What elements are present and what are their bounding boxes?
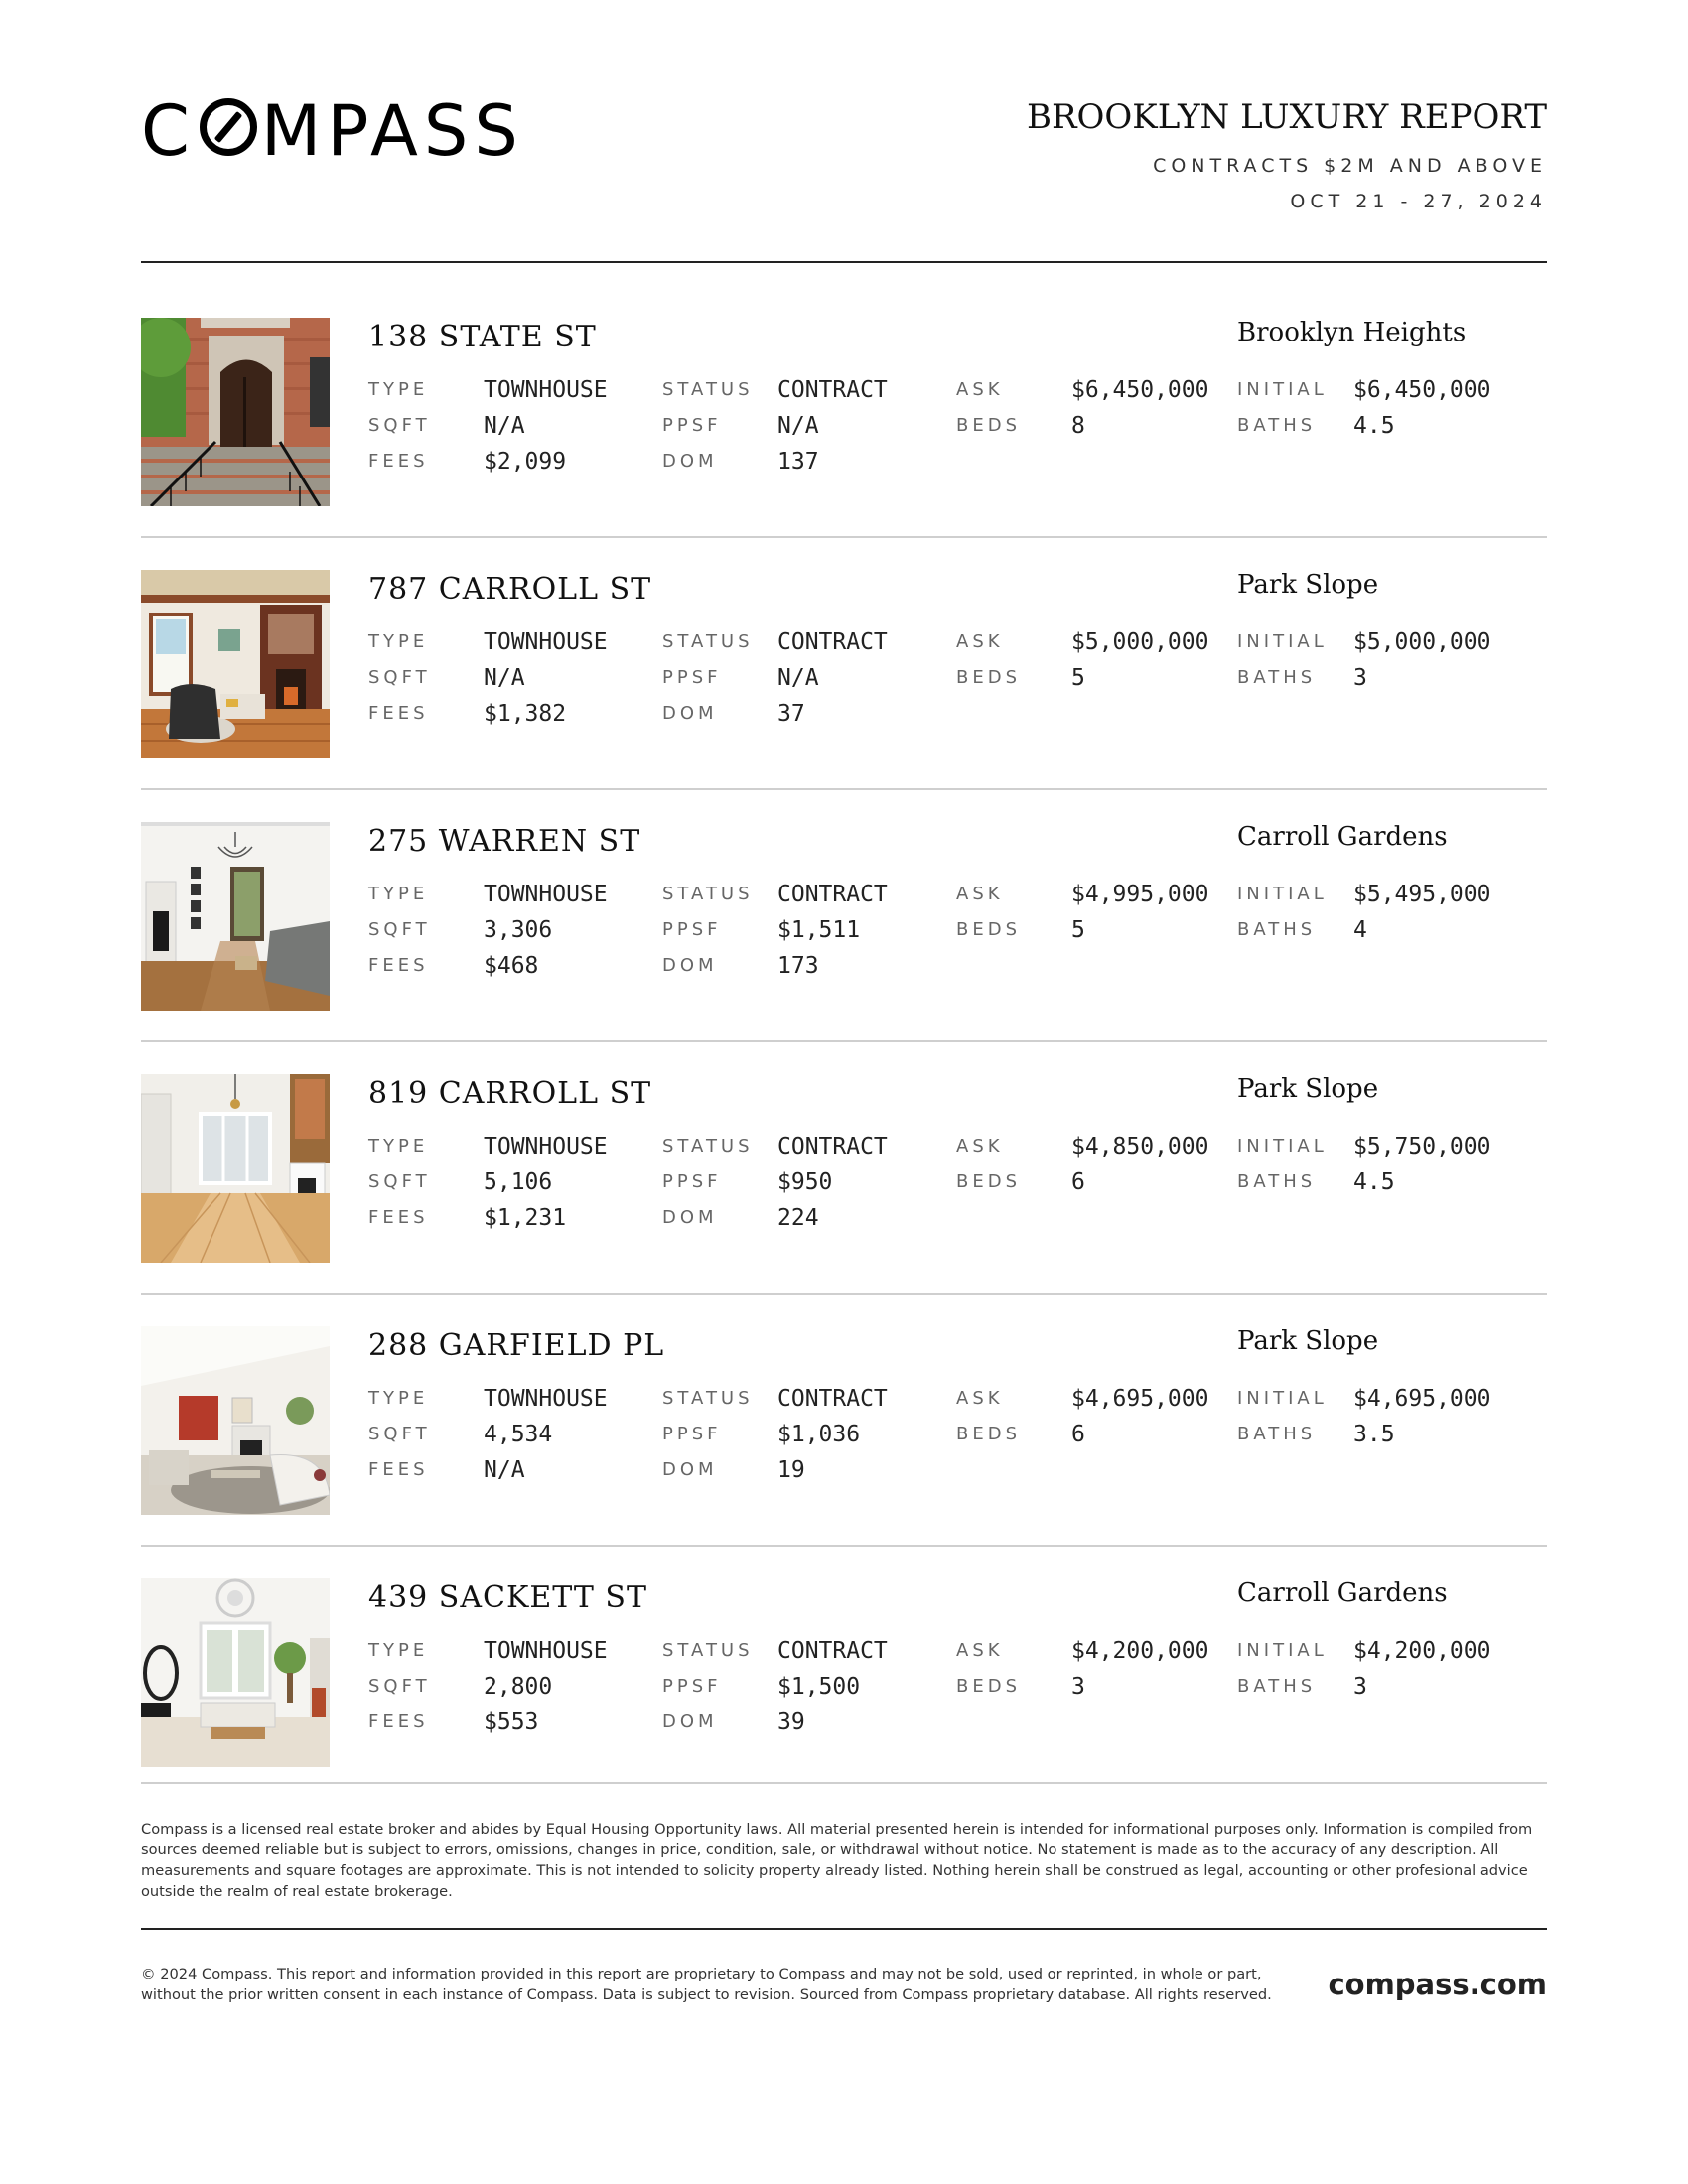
baths-label: BATHS bbox=[1237, 1424, 1317, 1444]
fees-value: N/A bbox=[484, 1457, 525, 1483]
logo-text-right: MPASS bbox=[260, 90, 524, 172]
fees-label: FEES bbox=[368, 451, 429, 472]
listing-neighborhood: Park Slope bbox=[1237, 570, 1379, 600]
logo-slashed-o-icon bbox=[200, 98, 257, 156]
empty-parlor-photo bbox=[141, 1074, 330, 1263]
ask-value: $4,200,000 bbox=[1071, 1638, 1209, 1664]
listing-card bbox=[141, 1326, 1547, 1515]
listing-neighborhood: Park Slope bbox=[1237, 1326, 1379, 1356]
type-label: TYPE bbox=[368, 1388, 429, 1409]
initial-value: $5,000,000 bbox=[1353, 629, 1491, 655]
dom-label: DOM bbox=[662, 1459, 718, 1480]
baths-value: 4.5 bbox=[1353, 1169, 1395, 1195]
status-value: CONTRACT bbox=[777, 377, 888, 403]
ppsf-label: PPSF bbox=[662, 415, 722, 436]
baths-label: BATHS bbox=[1237, 919, 1317, 940]
listing-card bbox=[141, 570, 1547, 758]
logo-text-left: C bbox=[141, 90, 196, 172]
ppsf-label: PPSF bbox=[662, 1676, 722, 1697]
status-label: STATUS bbox=[662, 631, 754, 652]
baths-value: 3 bbox=[1353, 665, 1367, 691]
staged-living-room-photo bbox=[141, 1326, 330, 1515]
type-label: TYPE bbox=[368, 884, 429, 904]
report-subtitle: CONTRACTS $2M AND ABOVE bbox=[1153, 155, 1547, 177]
status-value: CONTRACT bbox=[777, 1386, 888, 1412]
legal-disclaimer: Compass is a licensed real estate broker and abides by Equal Housing Opportunity laws. All material presented herein is intended for informational purposes only. Information is compiled from sources deemed reliable but is subject to errors, omissions, changes in price, condition, sale, or withdrawal without notice. No statement is made as to the accuracy of any description. All measurements and square footages are approximate. This is not intended to solicity property already listed. Nothing herein shall be construed as legal, accounting or other profesional advice outside the realm of real estate brokerage. bbox=[141, 1821, 1533, 1900]
fees-value: $2,099 bbox=[484, 449, 567, 475]
initial-value: $4,200,000 bbox=[1353, 1638, 1491, 1664]
listing-card bbox=[141, 1578, 1547, 1767]
ask-label: ASK bbox=[956, 1136, 1004, 1157]
ask-value: $4,850,000 bbox=[1071, 1134, 1209, 1160]
listings-bottom-divider bbox=[141, 1782, 1547, 1784]
ppsf-label: PPSF bbox=[662, 919, 722, 940]
type-value: TOWNHOUSE bbox=[484, 1134, 608, 1160]
website-link[interactable]: compass.com bbox=[1328, 1968, 1547, 2001]
beds-value: 6 bbox=[1071, 1422, 1085, 1447]
sqft-value: 5,106 bbox=[484, 1169, 553, 1195]
initial-value: $5,750,000 bbox=[1353, 1134, 1491, 1160]
type-label: TYPE bbox=[368, 1136, 429, 1157]
status-label: STATUS bbox=[662, 1640, 754, 1661]
sqft-label: SQFT bbox=[368, 1171, 431, 1192]
type-value: TOWNHOUSE bbox=[484, 1638, 608, 1664]
sqft-label: SQFT bbox=[368, 667, 431, 688]
listing-address: 138 STATE ST bbox=[368, 320, 597, 354]
dom-value: 173 bbox=[777, 953, 819, 979]
initial-value: $4,695,000 bbox=[1353, 1386, 1491, 1412]
beds-value: 3 bbox=[1071, 1674, 1085, 1700]
baths-label: BATHS bbox=[1237, 1676, 1317, 1697]
copyright-notice: © 2024 Compass. This report and information provided in this report are proprietary to Compass and may not be sold, used or reprinted, in whole or part, without the prior written consent in each instance of Compass. Data is subject to revision. Sourced from Compass proprietary database. All rights reserved. bbox=[141, 1966, 1272, 2003]
white-living-room-photo bbox=[141, 822, 330, 1011]
fees-value: $1,231 bbox=[484, 1205, 567, 1231]
listing-divider bbox=[141, 1293, 1547, 1295]
ppsf-value: $950 bbox=[777, 1169, 833, 1195]
ppsf-label: PPSF bbox=[662, 667, 722, 688]
fees-value: $468 bbox=[484, 953, 539, 979]
beds-value: 5 bbox=[1071, 665, 1085, 691]
report-title: BROOKLYN LUXURY REPORT bbox=[1026, 97, 1547, 137]
beds-label: BEDS bbox=[956, 1171, 1022, 1192]
ask-value: $6,450,000 bbox=[1071, 377, 1209, 403]
beds-value: 6 bbox=[1071, 1169, 1085, 1195]
status-value: CONTRACT bbox=[777, 1638, 888, 1664]
dom-label: DOM bbox=[662, 703, 718, 724]
listing-address: 275 WARREN ST bbox=[368, 824, 641, 859]
sqft-value: 4,534 bbox=[484, 1422, 553, 1447]
fees-value: $553 bbox=[484, 1709, 539, 1735]
initial-label: INITIAL bbox=[1237, 1136, 1328, 1157]
beds-value: 5 bbox=[1071, 917, 1085, 943]
initial-label: INITIAL bbox=[1237, 631, 1328, 652]
initial-label: INITIAL bbox=[1237, 1388, 1328, 1409]
header-divider bbox=[141, 261, 1547, 263]
ask-label: ASK bbox=[956, 1388, 1004, 1409]
listing-divider bbox=[141, 1545, 1547, 1547]
ppsf-value: $1,036 bbox=[777, 1422, 861, 1447]
initial-value: $6,450,000 bbox=[1353, 377, 1491, 403]
baths-value: 3.5 bbox=[1353, 1422, 1395, 1447]
type-label: TYPE bbox=[368, 631, 429, 652]
dom-value: 37 bbox=[777, 701, 805, 727]
listing-address: 787 CARROLL ST bbox=[368, 572, 652, 607]
ask-label: ASK bbox=[956, 631, 1004, 652]
listing-address: 288 GARFIELD PL bbox=[368, 1328, 665, 1363]
status-label: STATUS bbox=[662, 379, 754, 400]
initial-value: $5,495,000 bbox=[1353, 882, 1491, 907]
baths-label: BATHS bbox=[1237, 667, 1317, 688]
ask-label: ASK bbox=[956, 884, 1004, 904]
fees-label: FEES bbox=[368, 955, 429, 976]
sqft-label: SQFT bbox=[368, 1424, 431, 1444]
listing-card bbox=[141, 822, 1547, 1011]
report-page bbox=[141, 0, 1547, 2184]
sqft-value: 2,800 bbox=[484, 1674, 553, 1700]
dom-value: 137 bbox=[777, 449, 819, 475]
listing-card bbox=[141, 318, 1547, 506]
status-value: CONTRACT bbox=[777, 1134, 888, 1160]
listing-address: 819 CARROLL ST bbox=[368, 1076, 652, 1111]
ppsf-value: $1,511 bbox=[777, 917, 861, 943]
type-value: TOWNHOUSE bbox=[484, 1386, 608, 1412]
dom-label: DOM bbox=[662, 1711, 718, 1732]
ask-value: $5,000,000 bbox=[1071, 629, 1209, 655]
type-label: TYPE bbox=[368, 379, 429, 400]
listing-neighborhood: Brooklyn Heights bbox=[1237, 318, 1467, 347]
listing-address: 439 SACKETT ST bbox=[368, 1580, 647, 1615]
listing-divider bbox=[141, 1040, 1547, 1042]
brownstone-stoop-photo bbox=[141, 318, 330, 506]
ppsf-value: N/A bbox=[777, 413, 819, 439]
fees-label: FEES bbox=[368, 1711, 429, 1732]
baths-label: BATHS bbox=[1237, 415, 1317, 436]
baths-label: BATHS bbox=[1237, 1171, 1317, 1192]
initial-label: INITIAL bbox=[1237, 379, 1328, 400]
dom-label: DOM bbox=[662, 1207, 718, 1228]
ask-value: $4,995,000 bbox=[1071, 882, 1209, 907]
sqft-value: N/A bbox=[484, 413, 525, 439]
sqft-value: 3,306 bbox=[484, 917, 553, 943]
ppsf-value: N/A bbox=[777, 665, 819, 691]
ask-value: $4,695,000 bbox=[1071, 1386, 1209, 1412]
status-label: STATUS bbox=[662, 1136, 754, 1157]
beds-label: BEDS bbox=[956, 415, 1022, 436]
listing-neighborhood: Park Slope bbox=[1237, 1074, 1379, 1104]
report-date-range: OCT 21 - 27, 2024 bbox=[1290, 191, 1547, 212]
type-value: TOWNHOUSE bbox=[484, 377, 608, 403]
dom-value: 39 bbox=[777, 1709, 805, 1735]
fees-label: FEES bbox=[368, 1459, 429, 1480]
sqft-label: SQFT bbox=[368, 919, 431, 940]
listing-neighborhood: Carroll Gardens bbox=[1237, 1578, 1448, 1608]
listing-divider bbox=[141, 788, 1547, 790]
listing-card bbox=[141, 1074, 1547, 1263]
listing-divider bbox=[141, 536, 1547, 538]
status-value: CONTRACT bbox=[777, 629, 888, 655]
initial-label: INITIAL bbox=[1237, 1640, 1328, 1661]
sqft-value: N/A bbox=[484, 665, 525, 691]
fees-label: FEES bbox=[368, 703, 429, 724]
compass-logo bbox=[141, 90, 524, 172]
type-label: TYPE bbox=[368, 1640, 429, 1661]
type-value: TOWNHOUSE bbox=[484, 629, 608, 655]
status-value: CONTRACT bbox=[777, 882, 888, 907]
ppsf-value: $1,500 bbox=[777, 1674, 861, 1700]
footer-divider bbox=[141, 1928, 1547, 1930]
beds-label: BEDS bbox=[956, 1676, 1022, 1697]
status-label: STATUS bbox=[662, 1388, 754, 1409]
baths-value: 4.5 bbox=[1353, 413, 1395, 439]
baths-value: 3 bbox=[1353, 1674, 1367, 1700]
ppsf-label: PPSF bbox=[662, 1171, 722, 1192]
dom-value: 224 bbox=[777, 1205, 819, 1231]
dom-label: DOM bbox=[662, 955, 718, 976]
ask-label: ASK bbox=[956, 379, 1004, 400]
sqft-label: SQFT bbox=[368, 1676, 431, 1697]
beds-label: BEDS bbox=[956, 1424, 1022, 1444]
type-value: TOWNHOUSE bbox=[484, 882, 608, 907]
fees-value: $1,382 bbox=[484, 701, 567, 727]
dom-value: 19 bbox=[777, 1457, 805, 1483]
initial-label: INITIAL bbox=[1237, 884, 1328, 904]
fees-label: FEES bbox=[368, 1207, 429, 1228]
ppsf-label: PPSF bbox=[662, 1424, 722, 1444]
beds-label: BEDS bbox=[956, 919, 1022, 940]
beds-value: 8 bbox=[1071, 413, 1085, 439]
status-label: STATUS bbox=[662, 884, 754, 904]
listing-neighborhood: Carroll Gardens bbox=[1237, 822, 1448, 852]
ask-label: ASK bbox=[956, 1640, 1004, 1661]
dom-label: DOM bbox=[662, 451, 718, 472]
bright-living-room-photo bbox=[141, 1578, 330, 1767]
parlor-fireplace-photo bbox=[141, 570, 330, 758]
beds-label: BEDS bbox=[956, 667, 1022, 688]
sqft-label: SQFT bbox=[368, 415, 431, 436]
baths-value: 4 bbox=[1353, 917, 1367, 943]
